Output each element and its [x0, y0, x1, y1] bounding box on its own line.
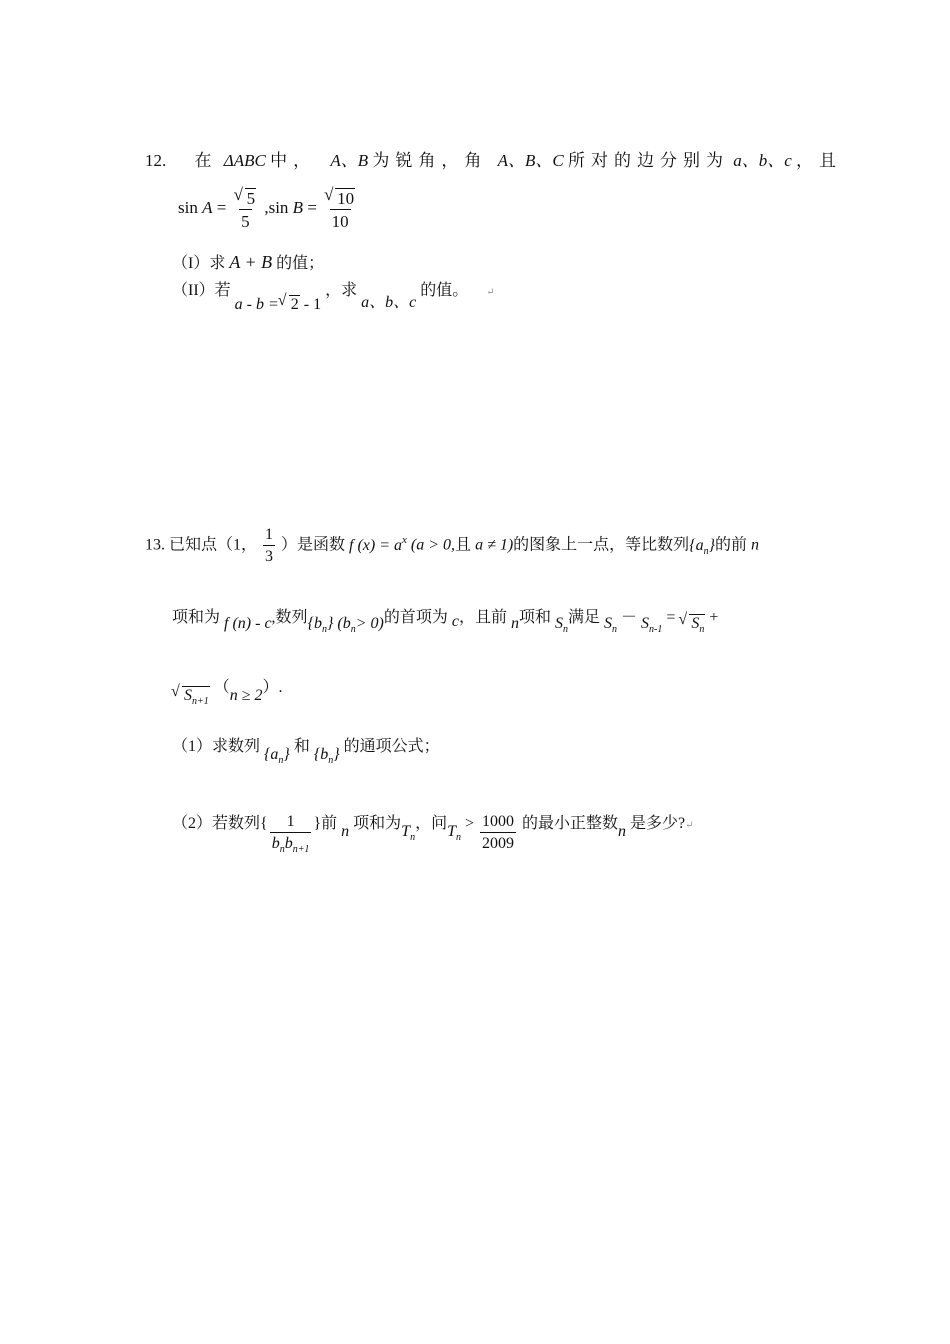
- text: 在: [194, 151, 212, 170]
- problem-13-line-2: [172, 608, 719, 635]
- text: ，且: [796, 151, 843, 170]
- math-var: $S_{n-1}$: [641, 615, 663, 635]
- fraction-num: 1: [286, 813, 295, 830]
- sequence-bn: $\{b_n\}$: [307, 615, 334, 635]
- sequence-an: $\{a_n\}$: [264, 746, 290, 766]
- greater-than: >: [464, 815, 475, 833]
- text: （: [213, 679, 230, 696]
- problem-12-number: 12.: [145, 151, 167, 170]
- text: 的值；: [276, 255, 325, 272]
- math-var: A、B: [330, 151, 369, 170]
- text: 的通项公式；: [343, 738, 440, 755]
- problem-13-line-3: [172, 679, 283, 707]
- text: 和: [293, 738, 310, 755]
- text: 前: [321, 815, 338, 833]
- problem-12-line-2: [178, 188, 359, 230]
- fraction-num: 1: [265, 526, 274, 543]
- sinB-fraction: [323, 188, 357, 230]
- text: ，且前: [458, 609, 507, 626]
- problem-13-q1: [172, 738, 440, 766]
- math-var: a、b、c: [733, 151, 792, 170]
- sinB-num: 10: [337, 189, 355, 208]
- problem-12-line-1: [145, 152, 842, 169]
- problem-13-line-1: [145, 527, 759, 565]
- fraction-den: 2009: [480, 832, 516, 852]
- math-var: $S_n$: [554, 615, 568, 635]
- minus: －: [621, 609, 638, 626]
- sinB-den: 10: [330, 209, 351, 230]
- sinA-label: sin A =: [178, 197, 227, 217]
- text: 项和为: [353, 815, 402, 833]
- math-var: A、B、C: [497, 151, 564, 170]
- text: 的首项为: [383, 609, 448, 626]
- math-expr: - 1: [303, 296, 322, 313]
- math-expr: n ≥ 2: [229, 687, 263, 704]
- sinA-fraction: [233, 188, 259, 230]
- fraction-den: 3: [263, 545, 275, 565]
- text: 已知点（1，: [169, 536, 258, 554]
- fraction-num: 1000: [482, 812, 515, 830]
- math-var: c: [451, 613, 459, 630]
- text: 项和为: [172, 609, 221, 626]
- problem-12-part-2: （II）若 a - b =√ 2 - 1 ，求 a、b、c 的值。 ↵: [172, 281, 495, 299]
- problem-12-part-1: [172, 253, 324, 272]
- text: ，问: [415, 815, 448, 833]
- text: 中，: [270, 151, 317, 170]
- text: ）.: [262, 679, 283, 696]
- part-label: （1）求数列: [172, 738, 261, 755]
- text: 且: [455, 536, 472, 554]
- math-expr: a - b =: [234, 296, 279, 313]
- text: 是多少?: [630, 815, 686, 833]
- sqrt-Snp1: √ $S_{n+1}$: [172, 686, 210, 707]
- math-var: n: [751, 536, 760, 554]
- triangle-symbol: ΔABC: [223, 151, 266, 170]
- math-expr: f (n) - c: [224, 615, 272, 632]
- part-label: （II）若: [172, 282, 231, 299]
- sqrt-2: 2: [290, 296, 299, 313]
- sinA-num: 5: [246, 189, 256, 208]
- math-var: n: [510, 615, 519, 632]
- text: 的图象上一点，等比数列: [513, 536, 690, 554]
- fraction-den: $b_nb_{n+1}$: [270, 832, 312, 855]
- text: 项和: [518, 609, 551, 626]
- sequence-an: $\{a_n\}$: [689, 536, 715, 557]
- part-label: （I）求: [172, 255, 226, 272]
- problem-13-q2: （2）若数列{ $\frac{1}{b_nb_{n+1}}$ }前 n 项和为$T_n$，问$T_n$ > $\frac{1000}{2009}$ 的最小正整数n 是多少?↵: [172, 812, 694, 855]
- condition: (a > 0,: [410, 536, 456, 554]
- text: 满足: [567, 609, 600, 626]
- bn-condition: $(b_n> 0)$: [337, 615, 384, 635]
- sequence-bn: $\{b_n\}$: [313, 746, 340, 766]
- text: 为锐角，角: [372, 151, 488, 170]
- sqrt-Sn: √ $S_n$: [679, 614, 705, 635]
- math-var: $S_n$: [604, 615, 617, 635]
- math-var: n: [341, 823, 350, 841]
- text: 的前: [715, 536, 748, 554]
- text: 所对的边分别为: [567, 151, 729, 170]
- function-expr: f $(x) = a^x$: [349, 533, 407, 554]
- text: }: [313, 815, 322, 833]
- sinB-label: ,sin B =: [264, 197, 317, 217]
- text: 的值。: [420, 282, 469, 299]
- q2-threshold-fraction: [480, 814, 516, 852]
- text: ,数列: [271, 609, 308, 626]
- math-var: $T_n$: [401, 823, 416, 844]
- text: ，求: [325, 282, 358, 299]
- condition: a ≠ 1): [475, 536, 514, 554]
- math-var: $T_n$: [447, 823, 461, 844]
- problem-13-number: 13.: [145, 536, 165, 554]
- plus: +: [709, 609, 719, 626]
- part-label: （2）若数列{: [172, 815, 268, 833]
- q2-fraction: [270, 814, 312, 855]
- equals: =: [666, 609, 676, 626]
- text: 的最小正整数: [522, 815, 619, 833]
- math-var: a、b、c: [361, 294, 417, 311]
- text: ）是函数: [281, 536, 346, 554]
- sinA-den: 5: [239, 209, 252, 230]
- math-var: n: [618, 823, 627, 841]
- math-expr: A + B: [229, 252, 273, 272]
- point-fraction: [263, 527, 275, 565]
